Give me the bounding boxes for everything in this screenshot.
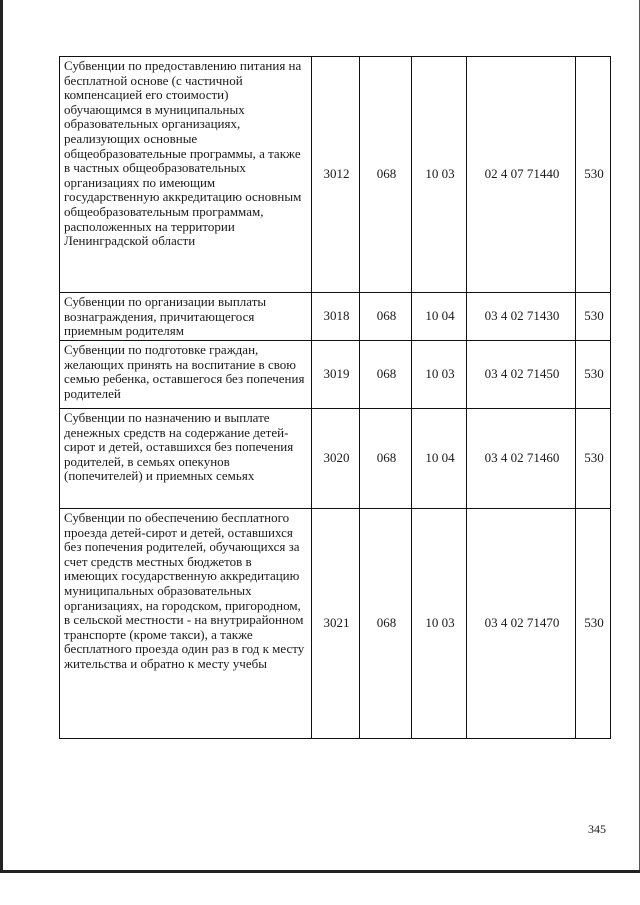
- row-target-code: 03 4 02 71460: [467, 409, 576, 509]
- row-code: 3021: [312, 509, 360, 739]
- row-section-code: 10 03: [412, 57, 467, 293]
- row-target-code: 03 4 02 71470: [467, 509, 576, 739]
- row-ministry-code: 068: [360, 293, 412, 341]
- table-row: [60, 57, 611, 293]
- table-row: [60, 409, 611, 509]
- row-ministry-code: 068: [360, 341, 412, 409]
- budget-table: [59, 56, 611, 739]
- row-section-code: 10 03: [412, 341, 467, 409]
- row-description: Субвенции по назначению и выплате денежных средств на содержание детей-сирот и детей, оставшихся без попечения родителей, в семьях опекунов (попечителей) и приемных семьях: [60, 409, 312, 509]
- row-expense-type: 530: [576, 57, 611, 293]
- table-row: [60, 293, 611, 341]
- row-target-code: 02 4 07 71440: [467, 57, 576, 293]
- row-target-code: 03 4 02 71450: [467, 341, 576, 409]
- row-code: 3019: [312, 341, 360, 409]
- row-code: 3012: [312, 57, 360, 293]
- row-description: Субвенции по предоставлению питания на бесплатной основе (с частичной компенсацией его стоимости) обучающимся в муниципальных образовательных организациях, реализующих основные общеобразовательные программы, а также в частных общеобразовательных организациях по имеющим государственную аккредитацию основным общеобразовательным программам, расположенных на территории Ленинградской области: [60, 57, 312, 293]
- row-expense-type: 530: [576, 341, 611, 409]
- page-number: 345: [588, 822, 606, 836]
- row-expense-type: 530: [576, 509, 611, 739]
- row-expense-type: 530: [576, 409, 611, 509]
- row-section-code: 10 04: [412, 293, 467, 341]
- row-ministry-code: 068: [360, 409, 412, 509]
- row-description: Субвенции по обеспечению бесплатного проезда детей-сирот и детей, оставшихся без попечения родителей, обучающихся за счет средств местных бюджетов в имеющих государственную аккредитацию муниципальных образовательных организациях, на городском, пригородном, в сельской местности - на внутрирайонном транспорте (кроме такси), а также бесплатного проезда один раз в год к месту жительства и обратно к месту учебы: [60, 509, 312, 739]
- row-ministry-code: 068: [360, 509, 412, 739]
- row-description: Субвенции по подготовке граждан, желающих принять на воспитание в свою семью ребенка, оставшегося без попечения родителей: [60, 341, 312, 409]
- row-description: Субвенции по организации выплаты вознаграждения, причитающегося приемным родителям: [60, 293, 312, 341]
- table-row: [60, 341, 611, 409]
- row-target-code: 03 4 02 71430: [467, 293, 576, 341]
- row-code: 3018: [312, 293, 360, 341]
- scan-edge-left: [0, 0, 3, 872]
- row-ministry-code: 068: [360, 57, 412, 293]
- row-expense-type: 530: [576, 293, 611, 341]
- table-row: [60, 509, 611, 739]
- row-code: 3020: [312, 409, 360, 509]
- row-section-code: 10 04: [412, 409, 467, 509]
- scan-edge-bottom: [0, 870, 640, 873]
- row-section-code: 10 03: [412, 509, 467, 739]
